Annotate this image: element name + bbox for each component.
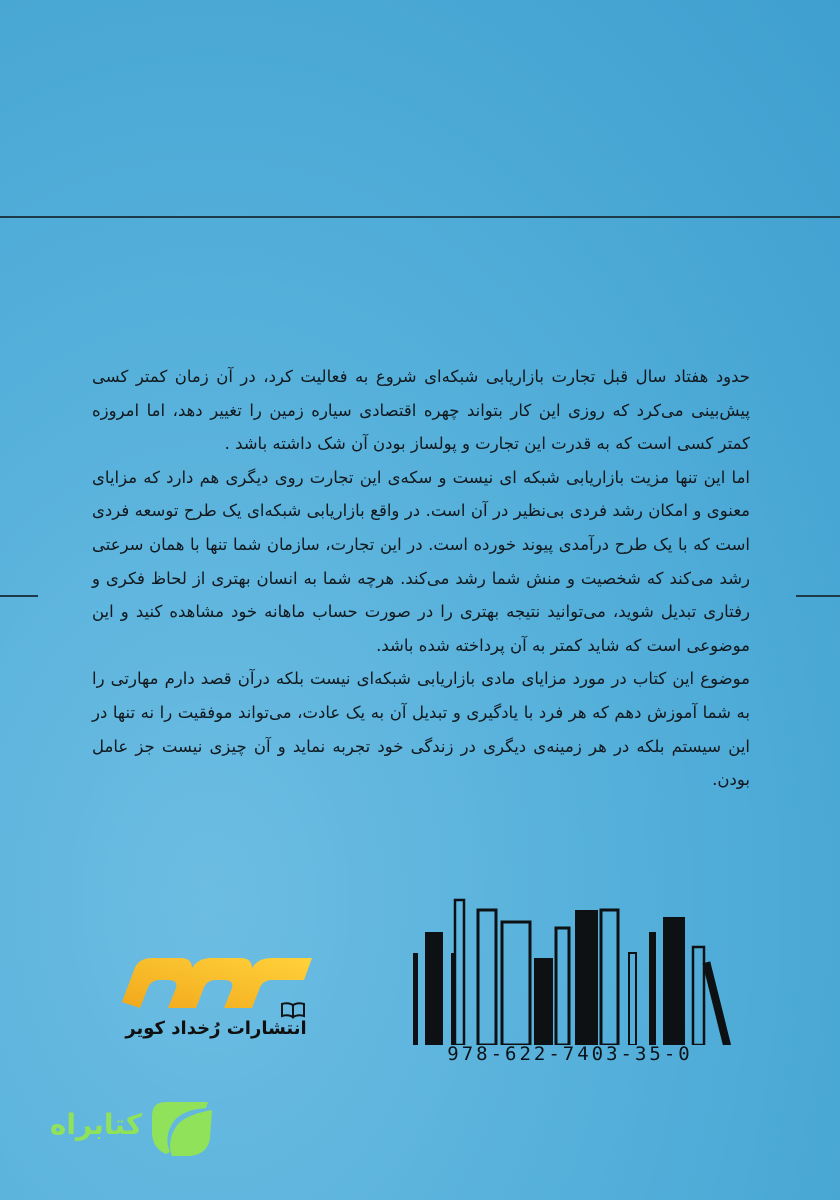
store-name: کتابراه: [49, 1108, 143, 1141]
blurb-paragraph-3: موضوع این کتاب در مورد مزایای مادی بازاریابی شبکه‌ای نیست بلکه درآن قصد دارم مهارتی را به شما آموزش دهم که هر فرد با یادگیری و تبدیل آن به یک عادت، می‌تواند موفقیت را نه تنها در این سیستم بلکه در هر زمینه‌ی دیگری در زندگی خود تجربه نماید و آن چیزی نیست جز عامل بودن.: [92, 669, 750, 790]
publisher-logo-icon: [112, 950, 317, 1080]
right-edge-mark: [796, 595, 840, 597]
publisher-name: انتشارات رُخداد کویر: [125, 1018, 307, 1039]
barcode-bookshelf-graphic: [405, 895, 735, 1045]
left-edge-mark: [0, 595, 38, 597]
back-cover-blurb: [92, 360, 750, 797]
top-divider-line: [0, 216, 840, 218]
blurb-paragraph-1: حدود هفتاد سال قبل تجارت بازاریابی شبکه‌ای شروع به فعالیت کرد، در آن زمان کمتر کسی پیش‌بینی می‌کرد که روزی این کار بتواند چهره اقتصادی سیاره زمین را تغییر دهد، اما امروزه کمتر کسی است که به قدرت این تجارت و پولساز بودن آن شک داشته باشد .: [92, 367, 750, 454]
blurb-paragraph-2: اما این تنها مزیت بازاریابی شبکه ای نیست و سکه‌ی این تجارت روی دیگری هم دارد که مزایای معنوی و امکان رشد فردی بی‌نظیر در آن است. در واقع بازاریابی شبکه‌ای یک طرح توسعه فردی است که با یک طرح درآمدی پیوند خورده است. در این تجارت، سازمان شما تنها با همان سرعتی رشد می‌کند که شخصیت و منش شما رشد می‌کند. هرچه شما به انسان بهتری از لحاظ فکری و رفتاری تبدیل شوید، می‌توانید نتیجه بهتری را در صورت حساب ماهانه خود مشاهده کنید و این موضوعی است که شاید کمتر به آن پرداخته شده باشد.: [92, 467, 750, 655]
isbn-number: 978-622-7403-35-0: [447, 1043, 693, 1065]
